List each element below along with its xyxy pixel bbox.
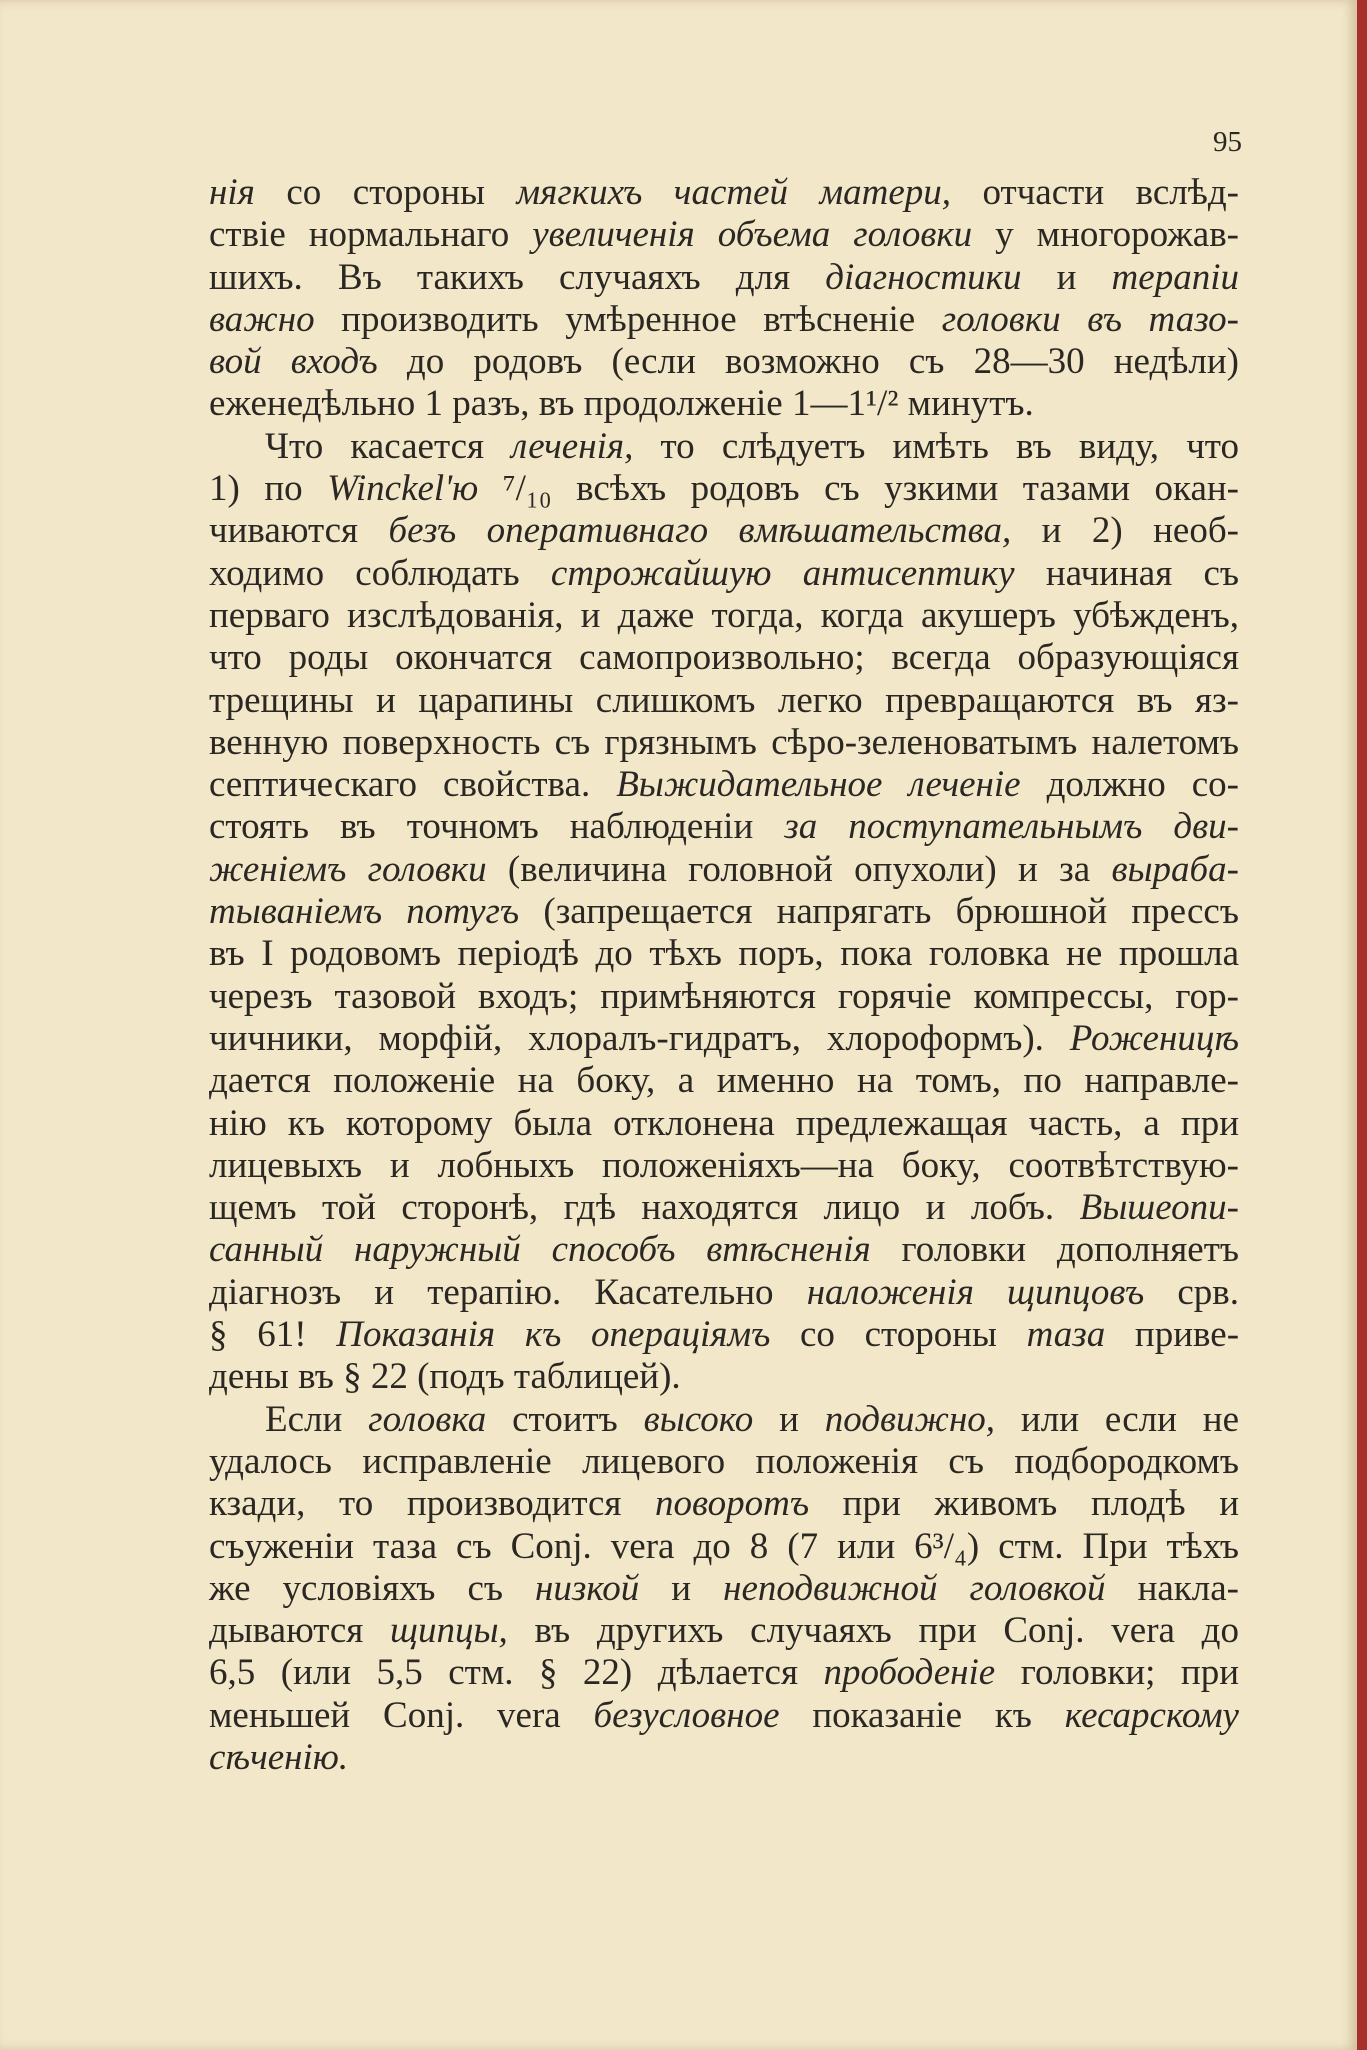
text-run: чичники, морфій, хлоралъ-гидратъ, хлороформъ). xyxy=(209,1017,1070,1059)
italic-text: сѣченію. xyxy=(209,1736,349,1778)
text-run: дены въ § 22 (подъ таблицей). xyxy=(209,1356,681,1398)
italic-text: низкой xyxy=(535,1567,640,1609)
text-run: со стороны xyxy=(770,1314,1027,1356)
text-line xyxy=(209,1272,1239,1314)
text-line xyxy=(209,849,1239,891)
text-run: до родовъ (если возможно съ 28—30 недѣли) xyxy=(377,341,1239,383)
text-run: при живомъ плодѣ и xyxy=(809,1483,1239,1525)
text-line xyxy=(209,976,1239,1018)
italic-text: терапіи xyxy=(1111,256,1239,298)
text-line xyxy=(209,383,1239,425)
text-run: ⁷/₁₀ всѣхъ родовъ съ узкими тазами окан- xyxy=(478,468,1239,510)
text-run: венную поверхность съ грязнымъ сѣро-зеленоватымъ налетомъ xyxy=(209,721,1239,763)
text-line xyxy=(209,1737,1239,1779)
text-line xyxy=(209,257,1239,299)
text-run: чиваются xyxy=(209,510,389,552)
page-number: 95 xyxy=(1213,126,1242,158)
text-run: меньшей Conj. vera xyxy=(209,1694,594,1736)
italic-text: тываніемъ потугъ xyxy=(209,891,520,933)
paragraph xyxy=(209,172,1239,426)
text-run: 1) по xyxy=(209,468,328,510)
text-line xyxy=(209,1526,1239,1568)
text-run: то слѣдуетъ имѣть въ виду, что xyxy=(633,425,1239,467)
text-run: показаніе къ xyxy=(779,1694,1065,1736)
text-run: и 2) необ- xyxy=(1011,510,1239,552)
text-run: стоитъ xyxy=(486,1398,644,1440)
text-line xyxy=(209,1018,1239,1060)
text-run: щемъ той сторонѣ, гдѣ находятся лицо и лобъ. xyxy=(209,1187,1080,1229)
text-line xyxy=(209,764,1239,806)
text-line xyxy=(209,1652,1239,1694)
text-run: лицевыхъ и лобныхъ положеніяхъ—на боку, соотвѣтствую- xyxy=(209,1144,1239,1186)
italic-text: щипцы, xyxy=(390,1610,508,1652)
italic-text: діагностики xyxy=(825,256,1022,298)
text-run: ствіе нормальнаго xyxy=(209,214,533,256)
italic-text: вой входъ xyxy=(209,341,378,383)
italic-text: строжайшую антисептику xyxy=(550,552,1015,594)
text-line xyxy=(209,806,1239,848)
text-run: или если не xyxy=(995,1398,1239,1440)
text-line xyxy=(209,1103,1239,1145)
italic-text: женіемъ головки xyxy=(209,848,487,890)
italic-text: важно xyxy=(209,298,315,340)
text-run: приве- xyxy=(1105,1314,1240,1356)
italic-text: головки въ тазо- xyxy=(941,298,1239,340)
text-run: и xyxy=(753,1398,825,1440)
text-line xyxy=(209,1483,1239,1525)
text-line xyxy=(209,510,1239,552)
text-line xyxy=(209,341,1239,383)
text-run: съуженіи таза съ Conj. vera до 8 (7 или 6³/₄) стм. При тѣхъ xyxy=(209,1525,1239,1567)
text-run: септическаго свойства. xyxy=(209,764,617,806)
text-line xyxy=(209,468,1239,510)
italic-text: леченія, xyxy=(511,425,634,467)
text-line xyxy=(209,426,1239,468)
text-run: Что касается xyxy=(265,425,512,467)
italic-text: Роженицѣ xyxy=(1069,1017,1239,1059)
text-line xyxy=(209,595,1239,637)
text-run: стоять въ точномъ наблюденіи xyxy=(209,806,785,848)
text-run: нію къ которому была отклонена предлежащая часть, а при xyxy=(209,1102,1239,1144)
italic-text: неподвижной головкой xyxy=(723,1567,1106,1609)
text-run: накла- xyxy=(1105,1567,1239,1609)
text-run: головки; при xyxy=(995,1652,1240,1694)
text-line xyxy=(209,1441,1239,1483)
text-run: должно со- xyxy=(1020,764,1239,806)
text-line xyxy=(209,1356,1239,1398)
paragraph xyxy=(209,426,1239,1399)
body-text xyxy=(209,172,1239,1779)
text-run: производить умѣренное втѣсненіе xyxy=(314,298,942,340)
text-run: что роды окончатся самопроизвольно; всегда образующіяся xyxy=(209,637,1239,679)
italic-text: нія xyxy=(209,172,255,213)
italic-text: Winckel'ю xyxy=(327,468,479,510)
italic-text: санный наружный способъ втѣсненія xyxy=(209,1229,871,1271)
text-run: головки дополняетъ xyxy=(870,1229,1240,1271)
text-run: перваго изслѣдованія, и даже тогда, когда акушеръ убѣжденъ, xyxy=(209,594,1239,636)
italic-text: поворотъ xyxy=(655,1483,810,1525)
text-run: со стороны xyxy=(254,172,517,213)
text-line xyxy=(209,933,1239,975)
italic-text: Выжидательное леченіе xyxy=(616,764,1021,806)
text-line xyxy=(209,722,1239,764)
text-line xyxy=(209,1314,1239,1356)
text-line xyxy=(209,553,1239,595)
text-run: и xyxy=(1021,256,1112,298)
text-run: Если xyxy=(265,1398,369,1440)
text-run: въ I родовомъ періодѣ до тѣхъ поръ, пока головка не прошла xyxy=(209,933,1239,975)
italic-text: таза xyxy=(1026,1314,1106,1356)
text-line xyxy=(209,1145,1239,1187)
text-run: шихъ. Въ такихъ случаяхъ для xyxy=(209,256,826,298)
text-run: (величина головной опухоли) и за xyxy=(486,848,1112,890)
text-run: 6,5 (или 5,5 стм. § 22) дѣлается xyxy=(209,1652,824,1694)
text-run: трещины и царапины слишкомъ легко превращаются въ яз- xyxy=(209,679,1239,721)
text-run: срв. xyxy=(1144,1271,1239,1313)
italic-text: наложенія щипцовъ xyxy=(806,1271,1145,1313)
text-line xyxy=(209,637,1239,679)
text-run: (запрещается напрягать брюшной прессъ xyxy=(519,891,1239,933)
italic-text: Вышеопи- xyxy=(1079,1187,1239,1229)
text-run: же условіяхъ съ xyxy=(209,1567,536,1609)
italic-text: головка xyxy=(368,1398,487,1440)
text-run: ходимо соблюдать xyxy=(209,552,551,594)
text-line xyxy=(209,1399,1239,1441)
italic-text: прободеніе xyxy=(823,1652,996,1694)
italic-text: кесарскому xyxy=(1064,1694,1239,1736)
italic-text: за поступательнымъ дви- xyxy=(784,806,1239,848)
italic-text: высоко xyxy=(643,1398,754,1440)
text-line xyxy=(209,1060,1239,1102)
text-line xyxy=(209,299,1239,341)
text-line xyxy=(209,1610,1239,1652)
text-line xyxy=(209,1695,1239,1737)
italic-text: Показанія къ операціямъ xyxy=(336,1314,771,1356)
italic-text: подвижно, xyxy=(824,1398,996,1440)
text-line xyxy=(209,214,1239,256)
text-run: дываются xyxy=(209,1610,391,1652)
text-line xyxy=(209,1229,1239,1271)
text-run: начиная съ xyxy=(1014,552,1240,594)
text-run: въ другихъ случаяхъ при Conj. vera до xyxy=(507,1610,1239,1652)
italic-text: увеличенія объема головки xyxy=(532,214,973,256)
italic-text: выраба- xyxy=(1111,848,1239,890)
italic-text: безусловное xyxy=(593,1694,780,1736)
text-run: отчасти вслѣд- xyxy=(951,172,1239,213)
text-run: еженедѣльно 1 разъ, въ продолженіе 1—1¹/² минутъ. xyxy=(209,383,1034,425)
text-line xyxy=(209,891,1239,933)
text-run: дается положеніе на боку, а именно на томъ, по направле- xyxy=(209,1060,1239,1102)
text-run: черезъ тазовой входъ; примѣняются горячіе компрессы, гор- xyxy=(209,975,1239,1017)
text-run: кзади, то производится xyxy=(209,1483,656,1525)
text-line xyxy=(209,1187,1239,1229)
text-run: діагнозъ и терапію. Касательно xyxy=(209,1271,807,1313)
text-run: § 61! xyxy=(209,1314,337,1356)
text-line xyxy=(209,680,1239,722)
text-run: и xyxy=(639,1567,724,1609)
italic-text: безъ оперативнаго вмѣшательства, xyxy=(388,510,1012,552)
text-run: у многорожав- xyxy=(972,214,1239,256)
text-line xyxy=(209,1568,1239,1610)
italic-text: мягкихъ частей матери, xyxy=(516,172,952,213)
paragraph xyxy=(209,1399,1239,1780)
text-line xyxy=(209,172,1239,214)
text-run: удалось исправленіе лицевого положенія съ подбородкомъ xyxy=(209,1440,1239,1482)
